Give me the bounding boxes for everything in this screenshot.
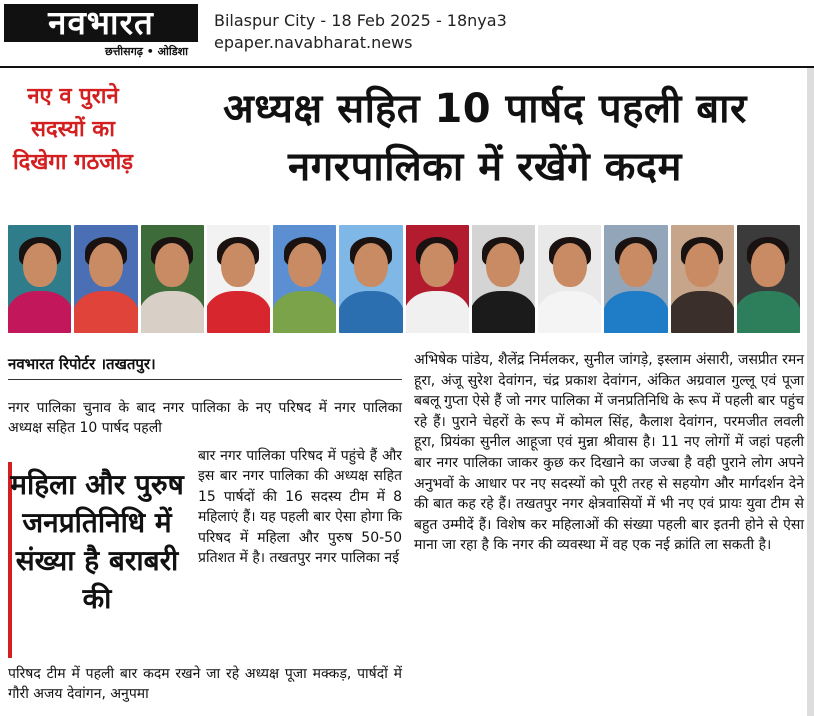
councillor-photo (339, 225, 402, 333)
portrait-face (89, 243, 123, 287)
portrait-face (486, 243, 520, 287)
councillor-photo (671, 225, 734, 333)
byline-divider (8, 379, 402, 380)
portrait-clothing (339, 291, 402, 333)
portrait-face (288, 243, 322, 287)
newspaper-logo (4, 4, 198, 62)
councillor-photo (74, 225, 137, 333)
portrait-clothing (604, 291, 667, 333)
councillor-photo (141, 225, 204, 333)
portrait-clothing (406, 291, 469, 333)
masthead-divider (0, 66, 814, 68)
councillor-photo (737, 225, 800, 333)
edition-info (214, 10, 507, 54)
article-kicker: नए व पुराने सदस्यों का दिखेगा गठजोड़ (12, 84, 134, 175)
article-right-column: अभिषेक पांडेय, शैलेंद्र निर्मलकर, सुनील जांगड़े, इस्लाम अंसारी, जसप्रीत रमन हूरा, अंजू सुरेश देवांगन, चंद्र प्रकाश देवांगन, अंकित अग्रवाल गुल्लू एवं पूजा बबलू गुप्ता ऐसे हैं जो नगर पालिका में जनप्रतिनिधि के रूप में पहली बार पहुंच रहे हैं। पुराने चेहरों के रूप में कोमल सिंह, कैलाश देवांगन, परमजीत लवली हूरा, प्रियंका सुनील आहूजा एवं मुन्ना श्रीवास है। 11 नए लोगों में जहां पहली बार नगर पालिका जाकर कुछ कर दिखाने का जज्बा है वही पुराने लोग अपने अनुभवों के आधार पर नए सदस्यों को पूरी तरह से सहयोग और मार्गदर्शन देने की बात कह रहे हैं। तखतपुर नगर क्षेत्रवासियों में भी नए एवं प्रायः युवा टीम से बहुत उम्मीदें हैं। विशेष कर महिलाओं की संख्या पहली बार इतनी होने से ऐसा माना जा रहा है कि नगर की व्यवस्था में वह एक नई क्रांति ला सकती है। (414, 352, 804, 554)
portrait-face (553, 243, 587, 287)
councillor-photo (472, 225, 535, 333)
portrait-face (619, 243, 653, 287)
epaper-link[interactable]: epaper.navabharat.news (214, 33, 413, 52)
portrait-face (685, 243, 719, 287)
edition-line: Bilaspur City - 18 Feb 2025 - 18nya3 (214, 11, 507, 30)
portrait-face (354, 243, 388, 287)
article-intro-paragraph: नगर पालिका चुनाव के बाद नगर पालिका के नए परिषद में नगर पालिका अध्यक्ष सहित 10 पार्षद पहली (8, 400, 402, 436)
logo-text: नवभारत (4, 4, 198, 42)
councillor-photo (273, 225, 336, 333)
councillor-photo (207, 225, 270, 333)
portrait-face (155, 243, 189, 287)
logo-subtitle: छत्तीसगढ़ • ओडिशा (105, 45, 188, 58)
councillor-photo (538, 225, 601, 333)
portrait-clothing (74, 291, 137, 333)
article-headline: अध्यक्ष सहित 10 पार्षद पहली बार नगरपालिका में रखेंगे कदम (223, 86, 747, 190)
portrait-face (420, 243, 454, 287)
portrait-clothing (207, 291, 270, 333)
portrait-clothing (273, 291, 336, 333)
portrait-face (751, 243, 785, 287)
portrait-clothing (671, 291, 734, 333)
portrait-clothing (538, 291, 601, 333)
councillor-photo (8, 225, 71, 333)
article-middle-paragraph: बार नगर पालिका परिषद में पहुंचे हैं और इस बार नगर पालिका की अध्यक्ष सहित 15 पार्षदों की 16 सदस्य टीम में 8 महिलाएं हैं। यह पहली बार ऐसा होगा कि परिषद में महिला और पुरुष 50-50 प्रतिशत में है। तखतपुर नगर पालिका नई (198, 448, 402, 567)
portrait-face (221, 243, 255, 287)
masthead (0, 0, 814, 66)
portrait-clothing (737, 291, 800, 333)
pullquote: महिला और पुरुष जनप्रतिनिधि में संख्या है बराबरी की (10, 468, 184, 615)
councillor-photo (406, 225, 469, 333)
councillor-photo-strip (8, 225, 800, 335)
article-bottom-paragraph: परिषद टीम में पहली बार कदम रखने जा रहे अध्यक्ष पूजा मक्कड़, पार्षदों में गौरी अजय देवांगन, अनुपमा (8, 666, 402, 702)
portrait-clothing (8, 291, 71, 333)
portrait-clothing (472, 291, 535, 333)
portrait-clothing (141, 291, 204, 333)
councillor-photo (604, 225, 667, 333)
portrait-face (23, 243, 57, 287)
reporter-byline: नवभारत रिपोर्टर ।तखतपुर। (8, 355, 156, 373)
